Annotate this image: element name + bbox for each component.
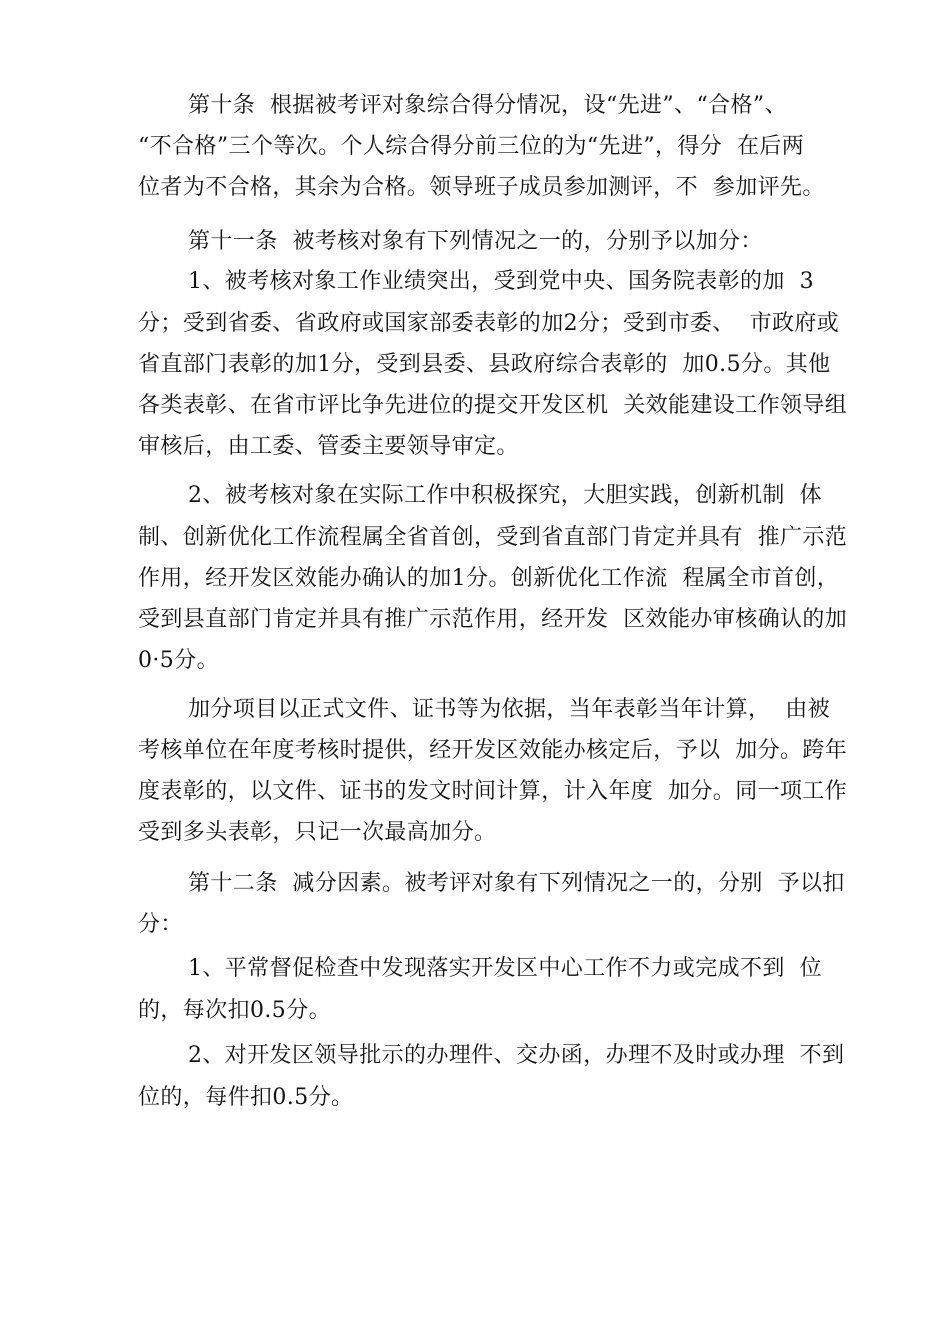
text-line: 0·5分。 [138,648,219,673]
text-line: 作用，经开发区效能办确认的加1分。创新优化工作流 程属全市首创， [138,566,840,591]
text-line: 省直部门表彰的加1分，受到县委、县政府综合表彰的 加0.5分。其他 [138,352,831,377]
text-line: 审核后，由工委、管委主要领导审定。 [138,434,519,459]
text-line: 1、被考核对象工作业绩突出，受到党中央、国务院表彰的加 3 [188,269,814,294]
text-line: 2、被考核对象在实际工作中积极探究，大胆实践，创新机制 体 [188,483,822,508]
text-line: 的，每次扣0.5分。 [138,998,331,1023]
text-line: 第十条 根据被考评对象综合得分情况，设“先进”、“合格”、 [188,93,787,118]
text-line: 1、平常督促检查中发现落实开发区中心工作不力或完成不到 位 [188,956,822,981]
text-line: 位的，每件扣0.5分。 [138,1085,354,1110]
text-line: 分： [138,912,183,937]
text-line: 受到县直部门肯定并具有推广示范作用，经开发 区效能办审核确认的加 [138,607,848,632]
text-line: 2、对开发区领导批示的办理件、交办函，办理不及时或办理 不到 [188,1043,845,1068]
text-line: “不合格”三个等次。个人综合得分前三位的为“先进”，得分 在后两 [138,134,805,159]
text-line: 制、创新优化工作流程属全省首创，受到省直部门肯定并具有 推广示范 [138,525,848,550]
text-line: 第十一条 被考核对象有下列情况之一的，分别予以加分： [188,229,763,254]
text-line: 各类表彰、在省市评比争先进位的提交开发区机 关效能建设工作领导组 [138,393,848,418]
text-line: 第十二条 减分因素。被考评对象有下列情况之一的，分别 予以扣 [188,871,845,896]
text-line: 受到多头表彰，只记一次最高加分。 [138,820,497,845]
text-line: 考核单位在年度考核时提供，经开发区效能办核定后，予以 加分。跨年 [138,738,848,763]
text-line: 位者为不合格，其余为合格。领导班子成员参加测评，不 参加评先。 [138,175,825,200]
text-line: 度表彰的，以文件、证书的发文时间计算，计入年度 加分。同一项工作 [138,779,848,804]
text-line: 加分项目以正式文件、证书等为依据，当年表彰当年计算， 由被 [188,697,830,722]
text-line: 分；受到省委、省政府或国家部委表彰的加2分；受到市委、 市政府或 [138,311,840,336]
